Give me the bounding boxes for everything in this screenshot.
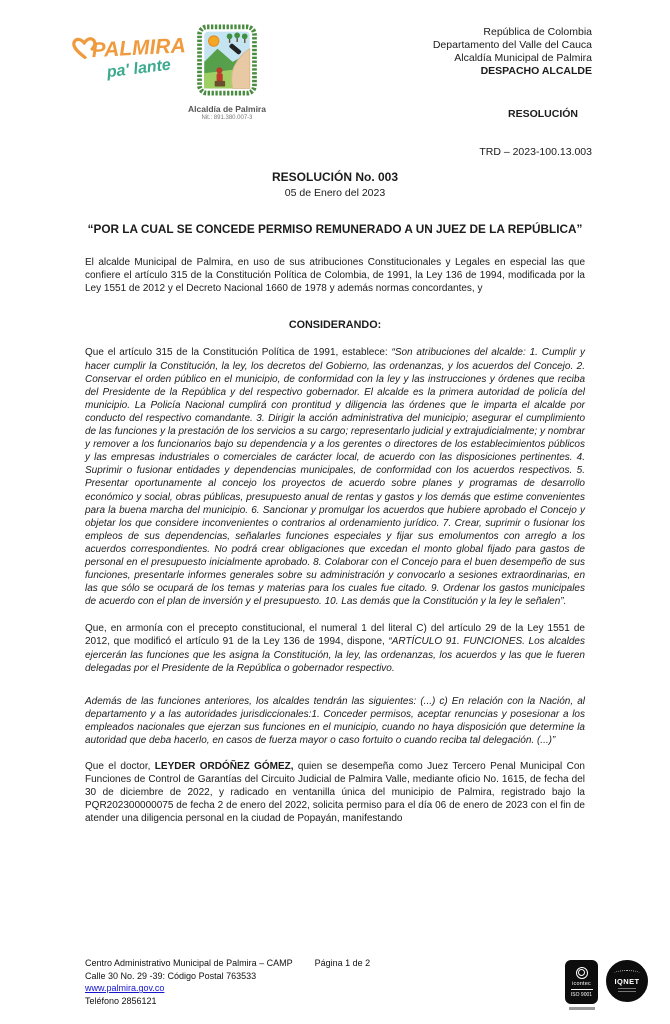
header-right-block bbox=[433, 26, 592, 159]
header-department-line: Departamento del Valle del Cauca bbox=[432, 39, 592, 51]
paragraph-article-315 bbox=[85, 346, 585, 608]
document-type-label: RESOLUCIÓN bbox=[507, 108, 578, 120]
crest-nit: Nit.: 891.380.007-3 bbox=[201, 115, 253, 121]
paragraph-article-315-intro: Que el artículo 315 de la Constitución Política de 1991, establece: bbox=[85, 347, 392, 359]
paragraph-ley-1551-intro: Que, en armonía con el precepto constitucional, el numeral 1 del literal C) del artículo 29 de la Ley 1551 de 2012, que modificó el artículo 91 de la Ley 136 de 1994, dispone, bbox=[85, 623, 585, 648]
paragraph-solicitud-pre: Que el doctor, bbox=[85, 761, 155, 773]
icontec-iso-label: ISO 9001 bbox=[570, 991, 593, 998]
paragraph-preamble: El alcalde Municipal de Palmira, en uso de sus atribuciones Constitucionales y Legales en especial las que confiere el artículo 315 de la Constitución Política de Colombia, de 1991, la Ley 136 de 1994, modificada por la Ley 1551 de 2012 y el Decreto Nacional 1660 de 1978 y además normas concordantes, y bbox=[85, 257, 585, 295]
icontec-divider bbox=[571, 989, 593, 990]
header-office-line: DESPACHO ALCALDE bbox=[480, 65, 592, 77]
judge-name: LEYDER ORDÓÑEZ GÓMEZ, bbox=[154, 761, 294, 773]
icontec-badge bbox=[565, 960, 598, 1010]
footer-address-line2: Calle 30 No. 29 -39: Código Postal 763533 bbox=[85, 970, 257, 981]
icontec-label: icontec bbox=[572, 980, 591, 987]
palmira-brand-logo bbox=[71, 31, 193, 81]
resolution-subject: “POR LA CUAL SE CONCEDE PERMISO REMUNERADO A UN JUEZ DE LA REPÚBLICA” bbox=[87, 222, 583, 236]
header-country-line: República de Colombia bbox=[483, 26, 592, 38]
iqnet-arc-text-mark bbox=[614, 970, 640, 977]
coat-of-arms-block bbox=[183, 24, 271, 121]
brand-wordmark: PALMIRA bbox=[91, 33, 187, 62]
considerando-heading: CONSIDERANDO: bbox=[288, 319, 382, 332]
iqnet-badge bbox=[606, 960, 648, 1002]
paragraph-solicitud-juez bbox=[85, 760, 585, 825]
resolution-date: 05 de Enero del 2023 bbox=[284, 187, 386, 199]
cert-code-mark bbox=[569, 1007, 595, 1010]
document-footer bbox=[85, 957, 648, 1010]
iqnet-label: IQNET bbox=[614, 977, 640, 986]
brand-tagline: pa' lante bbox=[105, 56, 172, 82]
paragraph-ley-1551 bbox=[85, 622, 585, 674]
title-block bbox=[0, 170, 670, 199]
footer-address-line1: Centro Administrativo Municipal de Palmira – CAMP bbox=[85, 958, 293, 968]
footer-contact-block bbox=[85, 957, 370, 1010]
paragraph-solicitud-post: quien se desempeña como Juez Tercero Penal Municipal Con Funciones de Control de Garantías del Circuito Judicial de Palmira Valle, mediante oficio No. 1615, de fecha del 30 de diciembre de 2022, y radicado en ventanilla única del municipio de Palmira, registrado bajo la PQR202300000075 de fecha 2 de enero del 2022, solicita permiso para el día 06 de enero de 2023 con el fin de atender una diligencia personal en la ciudad de Popayán, manifestando bbox=[85, 761, 585, 825]
iqnet-subtext-mark bbox=[618, 988, 636, 992]
header-municipality-line: Alcaldía Municipal de Palmira bbox=[454, 52, 592, 64]
paragraph-article-315-quote: “Son atribuciones del alcalde: 1. Cumplir y hacer cumplir la Constitución, la ley, los decretos del Gobierno, las ordenanzas, y los acuerdos del Concejo. 2. Conservar el orden público en el municipio, de conformidad con la ley y las instrucciones y órdenes que reciba del Presidente de la República y del respectivo gobernador. El alcalde es la primera autoridad de policía del municipio. La Policía Nacional cumplirá con prontitud y diligencia las órdenes que le imparta el alcalde por conducto del respectivo comandante. 3. Dirigir la acción administrativa del municipio; asegurar el cumplimiento de las funciones y la prestación de los servicios a su cargo; representarlo judicial y extrajudicialmente; y nombrar y remover a los funcionarios bajo su dependencia y a los gerentes o directores de los establecimientos públicos y las empresas industriales o comerciales de carácter local, de acuerdo con las disposiciones pertinentes. 4. Suprimir o fusionar entidades y dependencias municipales, de conformidad con los acuerdos respectivos. 5. Presentar oportunamente al concejo los proyectos de acuerdo sobre planes y programas de desarrollo económico y social, obras públicas, presupuesto anual de rentas y gastos y los demás que estime convenientes para la buena marcha del municipio. 6. Sancionar y promulgar los acuerdos que hubiere aprobado el Concejo y objetar los que considere inconvenientes o contrarios al ordenamiento jurídico. 7. Crear, suprimir o fusionar los empleos de sus dependencias, señalarles funciones especiales y fijar sus emolumentos con arreglo a los acuerdos correspondientes. No podrá crear obligaciones que excedan el monto global fijado para gastos de personal en el presupuesto inicialmente aprobado. 8. Colaborar con el Concejo para el buen desempeño de sus funciones, presentarle informes generales sobre su administración y convocarlo a sesiones extraordinarias, en las que sólo se ocupará de los temas y materias para los cuales fue citado. 9. Ordenar los gastos municipales de acuerdo con el plan de inversión y el presupuesto. 10. Las demás que la Constitución y la ley le señalen”. bbox=[85, 347, 585, 608]
trd-code: TRD – 2023-100.13.003 bbox=[479, 146, 592, 158]
document-header bbox=[0, 0, 670, 160]
resolution-number: RESOLUCIÓN No. 003 bbox=[271, 170, 399, 184]
paragraph-ley-1551-quote: “ARTÍCULO 91. FUNCIONES. Los alcaldes ejercerán las funciones que les asigna la Constitución, la ley, las ordenanzas, los acuerdos y las que le fueren delegadas por el Presidente de la República o gobernador respectivo. bbox=[85, 636, 585, 674]
coat-of-arms-icon bbox=[196, 24, 258, 96]
page-number-label: Página 1 de 2 bbox=[314, 958, 371, 968]
crest-caption: Alcaldía de Palmira bbox=[188, 104, 266, 114]
icontec-spiral-icon bbox=[576, 967, 588, 979]
footer-phone: Teléfono 2856121 bbox=[85, 995, 157, 1006]
certification-badges bbox=[565, 957, 648, 1010]
website-link[interactable]: www.palmira.gov.co bbox=[85, 983, 165, 994]
paragraph-funciones-adicionales: Además de las funciones anteriores, los alcaldes tendrán las siguientes: (...) c) En relación con la Nación, al departamento y a las autoridades jurisdiccionales:1. Conceder permisos, aceptar renuncias y posesionar a los empleados nacionales que ejerzan sus funciones en el municipio, cuando no haya disposición que determine la autoridad que deba hacerlo, en casos de fuerza mayor o caso fortuito o cuando reciba tal delegación. (...)” bbox=[85, 695, 585, 746]
